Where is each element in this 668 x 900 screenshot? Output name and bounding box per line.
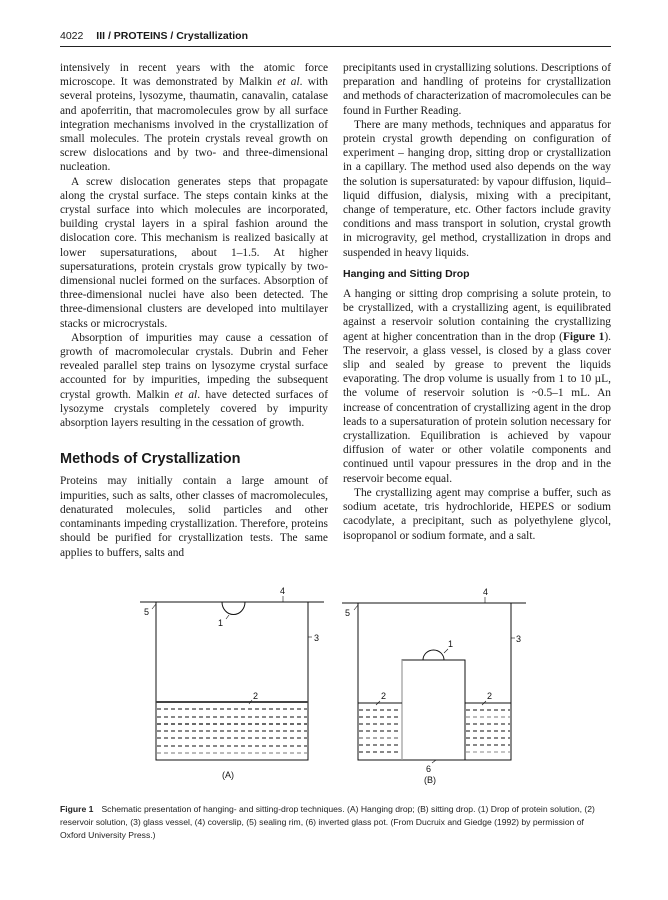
subsection-heading: Hanging and Sitting Drop <box>343 267 470 280</box>
sitting-drop <box>423 650 444 660</box>
inverted-glass-pot <box>402 660 465 760</box>
paragraph: precipitants used in crystallizing solutions. Descriptions of preparation and handling of proteins for crystallization and methods of characterization of macromolecules can be found in Further Reading. <box>343 62 611 117</box>
page-number: 4022 <box>60 30 84 42</box>
paragraph: A screw dislocation generates steps that propagate along the crystal surface. The steps contain kinks at the crystal surface into which molecules are incorporated, building crystal layers in a spiral fashion around the dislocation core. This mechanism is realized basically at lower supersaturations, about 1–1.5. At higher supersaturations, protein crystals grow typically by two-dimensional nuclei formed on the surfaces. Absorption of three-dimensional nuclei have also been detected. The three-dimensional clusters are developed into multilayer stacks or microcrystals. <box>60 175 328 330</box>
callout-b-2-right: 2 <box>487 691 493 701</box>
paragraph: A hanging or sitting drop comprising a solute protein, to be crystallized, with a crystallizing agent, is equilibrated against a reservoir solution containing the crystallizing agent at higher concentration than in the drop (Figure 1). The reservoir, a glass vessel, is closed by a glass cover slip and sealed by grease to prevent the liquids evaporating. The drop volume is usually from 1 to 10 µL, the volume of reservoir solution is ~0.5–1 mL. An increase of concentration of crystallizing agent in the drop leads to a supersaturation of protein solution necessary for crystallization. Equilibration is achieved by vapour diffusion of water or other volatile components and continued until vapour pressures in the drop and in the reservoir become equal. <box>343 288 611 485</box>
running-head <box>60 30 610 42</box>
panel-a-label: (A) <box>222 770 234 780</box>
callout-b-2-left: 2 <box>381 691 387 701</box>
callout-b-4: 4 <box>483 587 489 597</box>
caption-text: Schematic presentation of hanging- and sitting-drop techniques. (A) Hanging drop; (B) sitting drop. (1) Drop of protein solution, (2) reservoir solution, (3) glass vessel, (4) coverslip, (5) sealing rim, (6) inverted glass pot. (From Ducruix and Giedge (1992) by permission of Oxford University Press.) <box>60 804 595 840</box>
callout-b-3: 3 <box>516 634 522 644</box>
glass-vessel-a <box>156 602 308 760</box>
paragraph: The crystallizing agent may comprise a buffer, such as sodium acetate, tris hydrochloride, HEPES or sodium cacodylate, a precipitant, such as polyethylene glycol, isopropanol or sodium formate, and a salt. <box>343 486 611 542</box>
header-rule <box>60 46 611 47</box>
paragraph: intensively in recent years with the atomic force microscope. It was demonstrated by Malkin et al. with several proteins, lysozyme, thaumatin, canavalin, catalase and apoferritin, that macromolecules grow by all surface integration mechanisms involved in the crystallization of small molecules. The protein crystals reveal growth on screw dislocations and by two- and three-dimensional nucleation. <box>60 62 328 174</box>
reservoir-solution-a <box>157 709 307 753</box>
callout-a-4: 4 <box>280 586 286 596</box>
right-column <box>343 61 611 543</box>
callout-a-3: 3 <box>314 633 320 643</box>
paragraph: Absorption of impurities may cause a cessation of growth of macromolecular crystals. Dubrin and Feher revealed parallel step trains on lysozyme crystal surface accounted for by impurities, impeding the subsequent crystal growth. Malkin et al. have detected surfaces of lysozyme crystals completely covered by impurity absorption layers resulting in the cessation of growth. <box>60 331 328 430</box>
figure-caption <box>60 803 611 842</box>
callout-a-5: 5 <box>144 607 150 617</box>
callout-b-1: 1 <box>448 639 454 649</box>
section-heading: Methods of Crystallization <box>60 451 241 468</box>
section-title: III / PROTEINS / Crystallization <box>96 30 248 42</box>
panel-b-label: (B) <box>424 775 436 785</box>
callout-b-6: 6 <box>426 764 432 774</box>
callout-a-2: 2 <box>253 691 259 701</box>
paragraph: Proteins may initially contain a large amount of impurities, such as salts, other classes of macromolecules, denaturated molecules, solid particles and other contaminants impeding crystallization. Therefore, proteins should be purified for crystallization tests. The same applies to buffers, salts and <box>60 475 328 559</box>
panel-a-hanging-drop <box>140 596 324 760</box>
caption-label: Figure 1 <box>60 804 94 814</box>
paragraph: There are many methods, techniques and apparatus for protein crystal growth depending on configuration of experiment – hanging drop, sitting drop or crystallization in a capillary. The method used also depends on the way the solution is supersaturated: by vapour diffusion, liquid–liquid diffusion, dialysis, mixing with a precipitant, change of temperature, etc. Other factors include gravity conditions and mass transport in solution, crystal growth in microgravity, gel method, crystallization in drops and suspended in heavy liquids. <box>343 118 611 259</box>
figure-reference[interactable]: Figure 1 <box>562 330 605 343</box>
callout-b-5: 5 <box>345 608 351 618</box>
hanging-drop <box>222 602 245 615</box>
figure-1 <box>130 585 530 785</box>
callout-a-1: 1 <box>218 618 224 628</box>
panel-b-sitting-drop <box>342 597 526 763</box>
figure-diagram <box>130 585 530 785</box>
left-column <box>60 61 328 560</box>
